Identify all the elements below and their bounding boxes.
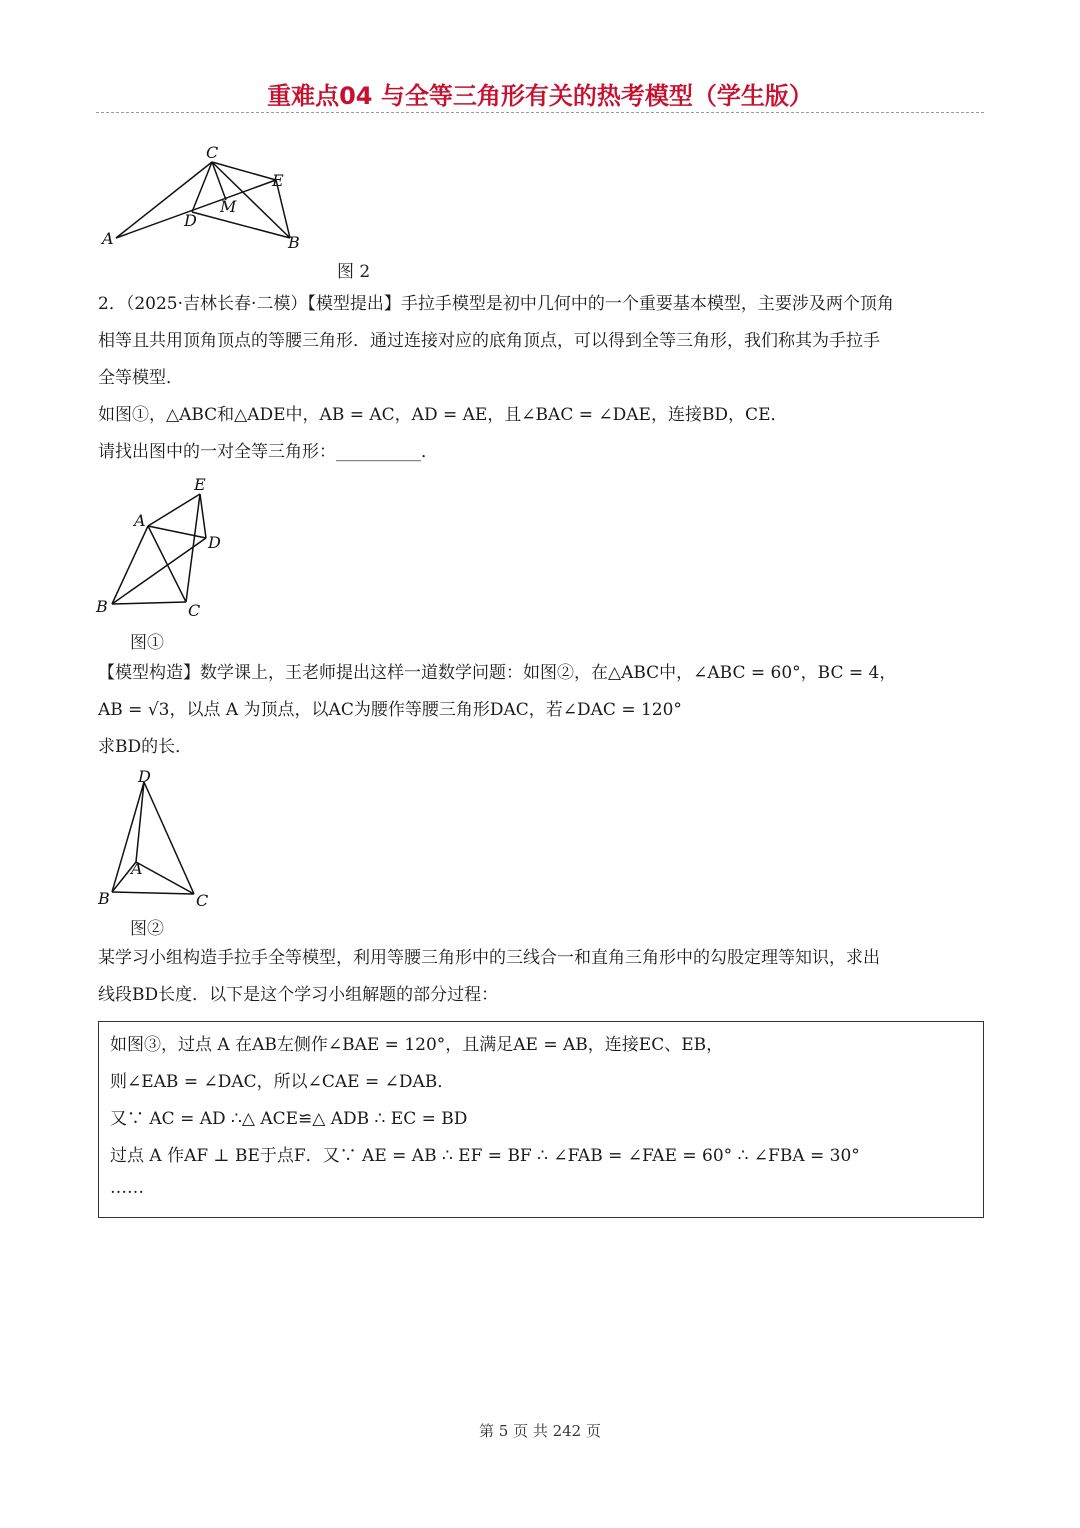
question-group-line-2: 线段BD长度．以下是这个学习小组解题的部分过程： bbox=[98, 985, 499, 1005]
question-given-line: 如图①，△ABC和△ADE中，AB = AC，AD = AE，且∠BAC = ∠DAE，连接BD，CE． bbox=[98, 405, 788, 425]
question-construct-line-2: AB = √3，以点 A 为顶点，以AC为腰作等腰三角形DAC，若∠DAC = 120° bbox=[98, 700, 682, 720]
header-divider bbox=[96, 112, 984, 113]
solution-line-3: 又∵ AC = AD ∴△ ACE≌△ ADB ∴ EC = BD bbox=[110, 1109, 468, 1129]
fig2-label-a: A bbox=[102, 229, 114, 248]
solution-line-4: 过点 A 作AF ⊥ BE于点F．又∵ AE = AB ∴ EF = BF ∴ ∠FAB = ∠FAE = 60° ∴ ∠FBA = 30° bbox=[110, 1146, 860, 1166]
figure-2-caption: 图 2 bbox=[337, 262, 371, 282]
page-title: 重难点04 与全等三角形有关的热考模型（学生版） bbox=[267, 82, 813, 110]
fig2-label-d: D bbox=[184, 211, 197, 230]
figb-label-d: D bbox=[138, 767, 151, 786]
page-number: 第 5 页 共 242 页 bbox=[478, 1422, 601, 1440]
fig2-label-b: B bbox=[288, 233, 300, 252]
figure-2-diagram bbox=[96, 140, 316, 256]
figure-1-lines bbox=[112, 494, 206, 604]
figure-circle2-lines bbox=[112, 782, 194, 894]
figure-1-diagram bbox=[94, 472, 234, 620]
fig1-label-e: E bbox=[194, 475, 206, 494]
question-intro-line-1: 2．（2025·吉林长春·二模）【模型提出】手拉手模型是初中几何中的一个重要基本模型，主要涉及两个顶角 bbox=[98, 294, 894, 314]
fig2-label-e: E bbox=[272, 171, 284, 190]
solution-line-1: 如图③，过点 A 在AB左侧作∠BAE = 120°，且满足AE = AB，连接EC、EB， bbox=[110, 1035, 724, 1055]
figb-label-b: B bbox=[98, 889, 110, 908]
solution-box bbox=[98, 1021, 984, 1218]
fig1-label-d: D bbox=[208, 533, 221, 552]
figure-2-lines bbox=[116, 162, 290, 238]
figb-label-a: A bbox=[131, 859, 143, 878]
question-group-line-1: 某学习小组构造手拉手全等模型，利用等腰三角形中的三线合一和直角三角形中的勾股定理等知识，求出 bbox=[98, 948, 880, 968]
figure-circle2-diagram bbox=[94, 766, 214, 910]
solution-line-2: 则∠EAB = ∠DAC，所以∠CAE = ∠DAB． bbox=[110, 1072, 455, 1092]
fig1-label-a: A bbox=[134, 511, 146, 530]
question-intro-line-3: 全等模型． bbox=[98, 368, 183, 388]
solution-line-5: …… bbox=[110, 1178, 144, 1198]
figure-1-caption: 图① bbox=[130, 633, 164, 653]
question-construct-line-3: 求BD的长． bbox=[98, 737, 193, 757]
question-ask-line: 请找出图中的一对全等三角形：__________． bbox=[98, 442, 438, 462]
question-construct-line-1: 【模型构造】数学课上，王老师提出这样一道数学问题：如图②，在△ABC中，∠ABC = 60°，BC = 4， bbox=[98, 663, 897, 683]
figb-label-c: C bbox=[196, 891, 209, 910]
fig2-label-m: M bbox=[220, 197, 237, 216]
fig2-label-c: C bbox=[206, 143, 219, 162]
fig1-label-b: B bbox=[96, 597, 108, 616]
figure-circle2-caption: 图② bbox=[130, 919, 164, 939]
question-intro-line-2: 相等且共用顶角顶点的等腰三角形．通过连接对应的底角顶点，可以得到全等三角形，我们称其为手拉手 bbox=[98, 331, 880, 351]
fig1-label-c: C bbox=[188, 601, 201, 620]
